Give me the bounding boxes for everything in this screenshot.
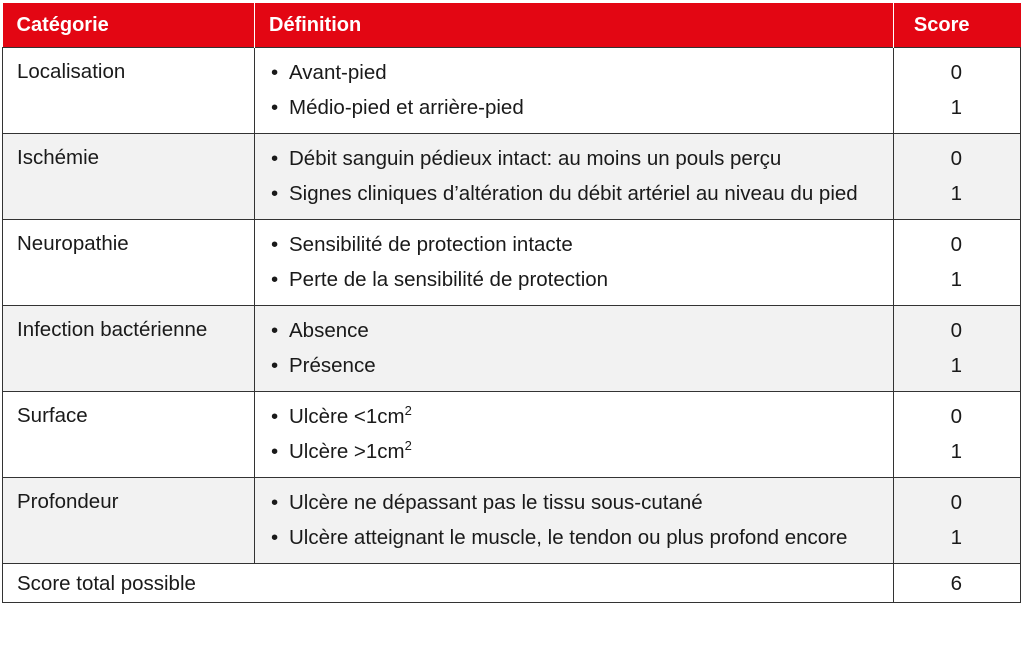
category-cell: Localisation — [3, 48, 255, 134]
definition-item: • Absence — [269, 313, 879, 348]
bullet-icon: • — [271, 147, 279, 170]
definition-item: • Médio-pied et arrière-pied — [269, 90, 879, 125]
score-value: 0 — [950, 319, 962, 342]
bullet-icon: • — [271, 96, 279, 119]
bullet-icon: • — [271, 526, 279, 549]
table-row — [3, 220, 1021, 306]
score-cell — [894, 306, 1021, 392]
header-definition: Définition — [255, 3, 894, 48]
score-cell — [894, 220, 1021, 306]
total-row — [3, 564, 1021, 603]
score-value: 0 — [950, 491, 962, 514]
bullet-icon: • — [271, 319, 279, 342]
category-cell: Surface — [3, 392, 255, 478]
total-label: Score total possible — [3, 564, 894, 603]
score-cell — [894, 478, 1021, 564]
score-cell — [894, 392, 1021, 478]
total-score: 6 — [894, 564, 1021, 603]
definition-cell — [255, 48, 894, 134]
superscript: 2 — [404, 438, 412, 453]
definition-item: • Ulcère ne dépassant pas le tissu sous-cutané — [269, 485, 879, 520]
scoring-table — [2, 3, 1021, 603]
score-value: 1 — [950, 526, 962, 549]
bullet-icon: • — [271, 233, 279, 256]
table-header-row — [3, 3, 1021, 48]
header-score: Score — [894, 3, 1021, 48]
bullet-icon: • — [271, 61, 279, 84]
bullet-icon: • — [271, 268, 279, 291]
category-cell: Neuropathie — [3, 220, 255, 306]
score-cell — [894, 48, 1021, 134]
category-cell: Ischémie — [3, 134, 255, 220]
bullet-icon: • — [271, 491, 279, 514]
score-value: 1 — [950, 182, 962, 205]
score-value: 0 — [950, 147, 962, 170]
score-value: 1 — [950, 354, 962, 377]
table-row — [3, 392, 1021, 478]
score-cell — [894, 134, 1021, 220]
score-value: 0 — [950, 405, 962, 428]
score-value: 1 — [950, 268, 962, 291]
definition-item: • Ulcère $<1cm^2$ — [269, 399, 879, 434]
definition-cell — [255, 306, 894, 392]
table-row — [3, 48, 1021, 134]
definition-item: • Débit sanguin pédieux intact: au moins un pouls perçu — [269, 141, 879, 176]
definition-item: • Ulcère $>1cm^2$ — [269, 434, 879, 469]
definition-item: • Présence — [269, 348, 879, 383]
header-category: Catégorie — [3, 3, 255, 48]
superscript: 2 — [404, 403, 412, 418]
score-value: 1 — [950, 96, 962, 119]
bullet-icon: • — [271, 354, 279, 377]
bullet-icon: • — [271, 405, 279, 428]
table-row — [3, 306, 1021, 392]
scoring-table-container — [2, 3, 1020, 603]
definition-item: • Avant-pied — [269, 55, 879, 90]
bullet-icon: • — [271, 182, 279, 205]
definition-item: • Ulcère atteignant le muscle, le tendon ou plus profond encore — [269, 520, 879, 555]
bullet-icon: • — [271, 440, 279, 463]
definition-cell — [255, 392, 894, 478]
category-cell: Profondeur — [3, 478, 255, 564]
score-value: 1 — [950, 440, 962, 463]
definition-cell — [255, 134, 894, 220]
table-row — [3, 478, 1021, 564]
definition-item: • Perte de la sensibilité de protection — [269, 262, 879, 297]
definition-item: • Sensibilité de protection intacte — [269, 227, 879, 262]
definition-item: • Signes cliniques d’altération du débit artériel au niveau du pied — [269, 176, 879, 211]
score-value: 0 — [950, 233, 962, 256]
definition-cell — [255, 478, 894, 564]
table-row — [3, 134, 1021, 220]
definition-cell — [255, 220, 894, 306]
score-value: 0 — [950, 61, 962, 84]
category-cell: Infection bactérienne — [3, 306, 255, 392]
